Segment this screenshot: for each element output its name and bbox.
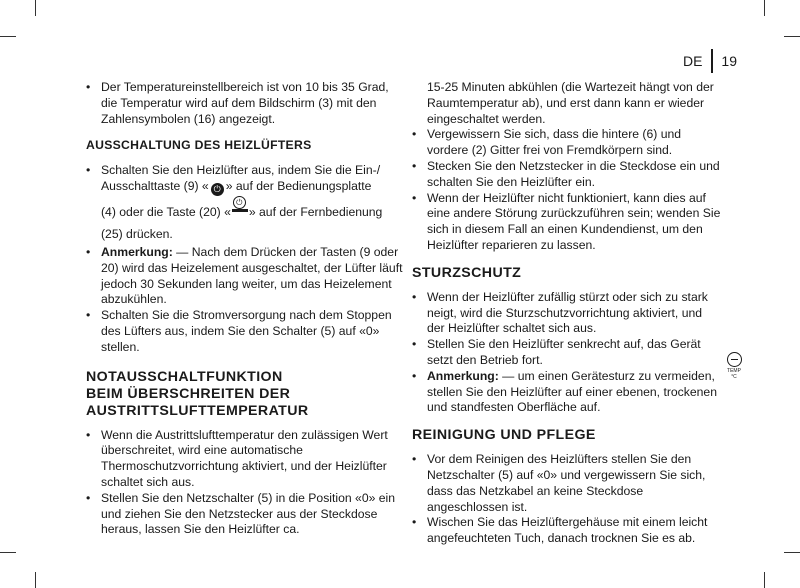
note-text: — um einen Gerätesturz zu vermeiden, stellen Sie den Heizlüfter auf einer ebenen, trockenen und standfesten Oberfläche auf.: [427, 368, 717, 415]
crop-mark: [784, 552, 800, 553]
page-header: [683, 49, 737, 73]
continued-text: 15-25 Minuten abkühlen (die Wartezeit hängt von der Raumtemperatur ab), und erst dann kann er wieder eingeschaltet werden.: [427, 80, 714, 126]
header-divider: [711, 49, 713, 73]
crop-mark: [0, 552, 16, 553]
list-item: • Schalten Sie die Stromversorgung nach dem Stoppen des Lüfters aus, indem Sie den Schalter (5) auf «0» stellen.: [86, 308, 404, 355]
list-item: • Vor dem Reinigen des Heizlüfters stellen Sie den Netzschalter (5) auf «0» und vergewissern Sie sich, dass das Netzkabel an keine Steckdose angeschlossen ist.: [412, 452, 722, 515]
crop-mark: [764, 572, 765, 588]
heading-line: NOTAUSSCHALTFUNKTION: [86, 368, 283, 385]
list-item: [86, 163, 404, 245]
section-heading-shutdown: AUSSCHALTUNG DES HEIZLÜFTERS: [86, 138, 312, 153]
power-icon: ⏻: [233, 196, 246, 209]
list-item: • Vergewissern Sie sich, dass die hintere (6) und vordere (2) Gitter frei von Fremdkörpern sind.: [412, 127, 722, 159]
list-item: • Stellen Sie den Heizlüfter senkrecht auf, das Gerät setzt den Betrieb fort.: [412, 337, 722, 369]
crop-mark: [35, 572, 36, 588]
list-item: [412, 369, 722, 416]
list-item: [86, 245, 404, 308]
remote-standby-icon: [232, 196, 248, 218]
text-fragment: (4) oder die Taste (20) «: [101, 204, 231, 219]
list-item: • Wischen Sie das Heizlüftergehäuse mit einem leicht angefeuchteten Tuch, danach trocknen Sie es ab.: [412, 515, 722, 547]
list-item: • Wenn die Austrittslufttemperatur den zulässigen Wert überschreitet, wird eine automatische Thermoschutzvorrichtung aktiviert, und der Heizlüfter schaltet sich aus.: [86, 428, 404, 491]
text-fragment: » auf der Bedienungsplatte: [225, 178, 372, 193]
heading-line: AUSTRITTSLUFTTEMPERATUR: [86, 402, 309, 419]
minus-icon: [727, 352, 742, 367]
list-item: • Stellen Sie den Netzschalter (5) in die Position «0» ein und ziehen Sie den Netzstecker aus der Steckdose heraus, lassen Sie den Heizlüfter ca.: [86, 491, 404, 538]
note-text: — Nach dem Drücken der Tasten (9 oder 20) wird das Heizelement ausgeschaltet, der Lüfter läuft jedoch 30 Sekunden lang weiter, um das Heizelement abzukühlen.: [101, 244, 403, 307]
text-fragment: Schalten Sie den Heizlüfter aus, indem Sie die Ein-/ Ausschalttaste (9) «: [101, 163, 381, 193]
language-code: DE: [682, 53, 703, 69]
crop-mark: [784, 36, 800, 37]
note-label: Anmerkung:: [101, 244, 173, 259]
list-item: • Der Temperatureinstellbereich ist von 10 bis 35 Grad, die Temperatur wird auf dem Bildschirm (3) mit den Zahlensymbolen (16) angezeigt.: [86, 80, 404, 127]
text-fragment: (25) drücken.: [101, 226, 173, 241]
text-fragment: » auf der Fernbedienung: [248, 204, 383, 219]
section-heading-emergency: [86, 369, 404, 420]
crop-mark: [0, 36, 16, 37]
list-item: • Stecken Sie den Netzstecker in die Steckdose ein und schalten Sie den Heizlüfter ein.: [412, 159, 722, 191]
text-line: [101, 197, 383, 219]
power-button-icon: ⏻: [211, 183, 224, 196]
note-label: Anmerkung:: [427, 368, 499, 383]
side-icon-label: TEMP °C: [727, 368, 741, 380]
crop-mark: [764, 0, 765, 16]
standby-label-icon: [232, 209, 248, 212]
page-number: 19: [721, 53, 737, 69]
heading-line: BEIM ÜBERSCHREITEN DER: [86, 385, 291, 402]
crop-mark: [35, 0, 36, 16]
list-item: • Wenn der Heizlüfter zufällig stürzt oder sich zu stark neigt, wird die Sturzschutzvorrichtung aktiviert, und der Heizlüfter schaltet sich aus.: [412, 290, 722, 337]
temperature-minus-icon-block: [724, 352, 744, 380]
list-item: • Wenn der Heizlüfter nicht funktioniert, kann dies auf eine andere Störung zurückzuführen sein; wenden Sie sich in diesem Fall an einen Kundendienst, um den Heizlüfter reparieren zu lassen.: [412, 191, 722, 254]
section-heading-cleaning: REINIGUNG UND PFLEGE: [412, 427, 596, 444]
right-column: [412, 80, 722, 547]
section-heading-tip-over: STURZSCHUTZ: [412, 264, 522, 281]
left-column: [86, 80, 404, 538]
